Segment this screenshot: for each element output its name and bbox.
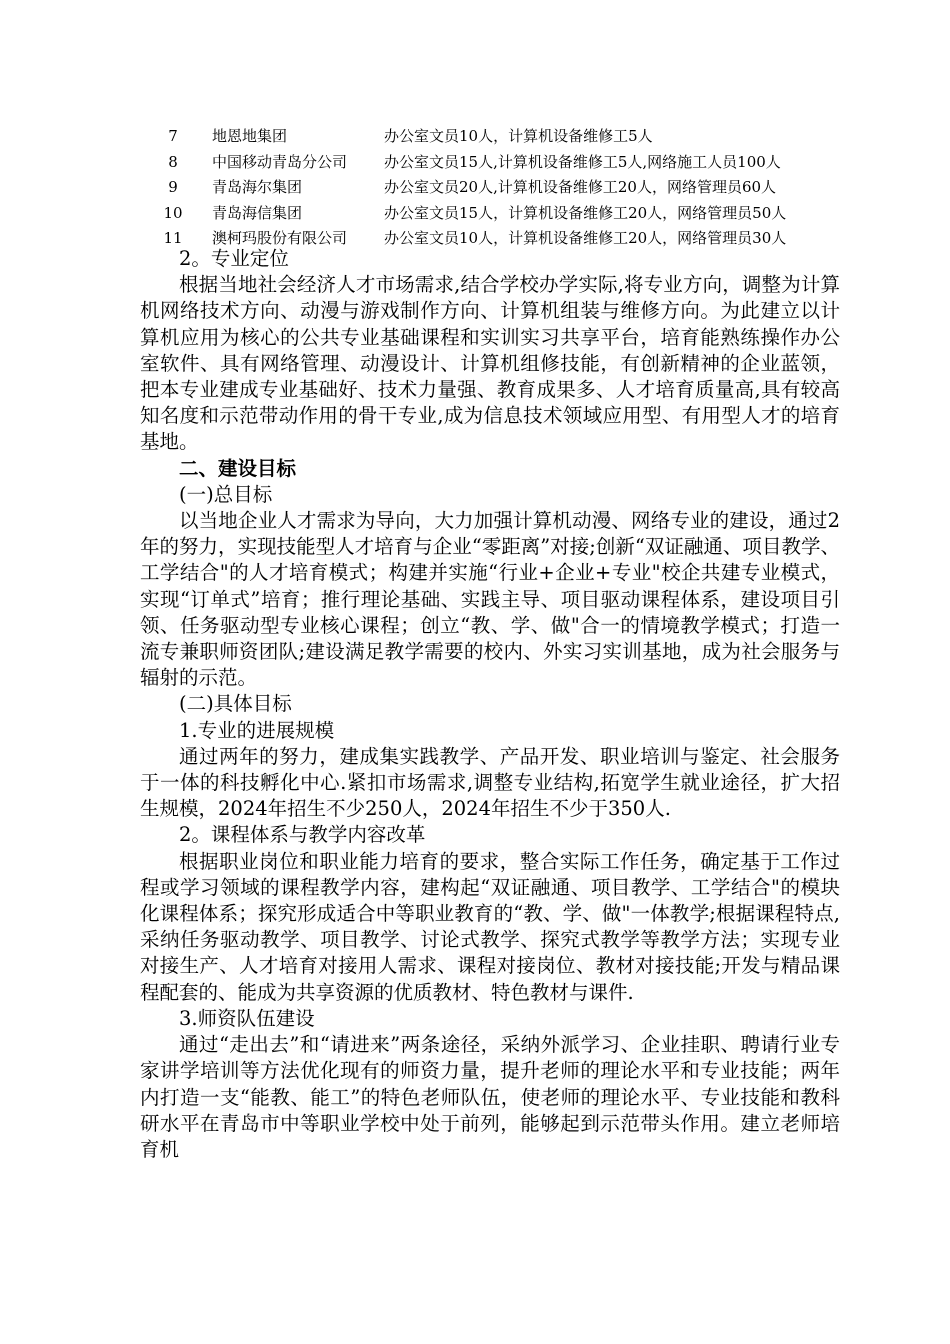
faculty-paragraph: 通过“走出去”和“请进来”两条途径，采纳外派学习、企业挂职、聘请行业专家讲学培训等方法优化现有的师资力量，提升老师的理论水平和专业技能；两年内打造一支“能教、能工”的特色老师队伍，使老师的理论水平、专业技能和教科研水平在青岛市中等职业学校中处于前列，能够起到示范带头作用。建立老师培育机 bbox=[140, 1033, 840, 1161]
row-number: 7 bbox=[168, 127, 178, 145]
positioning-paragraph: 根据当地社会经济人才市场需求,结合学校办学实际,将专业方向，调整为计算机网络技术方向、动漫与游戏制作方向、计算机组装与维修方向。为此建立以计算机应用为核心的公共专业基础课程和实训实习共享平台，培育能熟练操作办公室软件、具有网络管理、动漫设计、计算机组修技能，有创新精神的企业蓝领，把本专业建成专业基础好、技术力量强、教育成果多、人才培育质量高,具有较高知名度和示范带动作用的骨干专业,成为信息技术领域应用型、有用型人才的培育基地。 bbox=[140, 273, 840, 454]
company-name: 青岛海尔集团 bbox=[212, 178, 303, 196]
demand-text: 办公室文员15人,计算机设备维修工5人,网络施工人员100人 bbox=[384, 152, 781, 171]
demand-text: 办公室文员10人，计算机设备维修工5人 bbox=[384, 127, 653, 145]
table-row bbox=[140, 201, 850, 227]
enterprise-demand-table bbox=[140, 124, 850, 252]
row-number: 8 bbox=[168, 152, 178, 171]
document-body bbox=[140, 246, 840, 1163]
positioning-heading: 2。专业定位 bbox=[179, 247, 289, 270]
goals-heading: 二、建设目标 bbox=[179, 456, 297, 480]
company-name: 地恩地集团 bbox=[212, 127, 288, 145]
table-row bbox=[140, 175, 850, 201]
company-name: 澳柯玛股份有限公司 bbox=[212, 229, 348, 247]
specific-goal-heading: (二)具体目标 bbox=[179, 692, 292, 716]
row-number: 10 bbox=[163, 203, 183, 222]
row-number: 9 bbox=[168, 178, 178, 196]
company-name: 中国移动青岛分公司 bbox=[212, 152, 348, 171]
general-goal-heading: (一)总目标 bbox=[179, 482, 273, 506]
table-row bbox=[140, 124, 850, 150]
demand-text: 办公室文员20人,计算机设备维修工20人，网络管理员60人 bbox=[384, 178, 777, 196]
curriculum-paragraph: 根据职业岗位和职业能力培育的要求，整合实际工作任务，确定基于工作过程或学习领域的课程教学内容，建构起“双证融通、项目教学、工学结合"的模块化课程体系；探究形成适合中等职业教育的“教、学、做"一体教学;根据课程特点,采纳任务驱动教学、项目教学、讨论式教学、探究式教学等教学方法；实现专业对接生产、人才培育对接用人需求、课程对接岗位、教材对接技能;开发与精品课程配套的、能成为共享资源的优质教材、特色教材与课件. bbox=[140, 849, 840, 1004]
scale-paragraph: 通过两年的努力，建成集实践教学、产品开发、职业培训与鉴定、社会服务于一体的科技孵化中心.紧扣市场需求,调整专业结构,拓宽学生就业途径，扩大招生规模，2024年招生不少250人，2024年招生不少于350人. bbox=[140, 744, 840, 821]
table-row bbox=[140, 150, 850, 176]
demand-text: 办公室文员10人，计算机设备维修工20人，网络管理员30人 bbox=[384, 229, 787, 247]
faculty-heading: 3.师资队伍建设 bbox=[179, 1006, 315, 1030]
row-number: 11 bbox=[163, 229, 183, 247]
scale-heading: 1.专业的进展规模 bbox=[179, 718, 335, 742]
general-goal-paragraph: 以当地企业人才需求为导向，大力加强计算机动漫、网络专业的建设，通过2年的努力，实现技能型人才培育与企业“零距离”对接;创新“双证融通、项目教学、工学结合"的人才培育模式；构建并实施“行业+企业+专业"校企共建专业模式，实现“订单式”培育；推行理论基础、实践主导、项目驱动课程体系，建设项目引领、任务驱动型专业核心课程；创立“教、学、做"合一的情境教学模式；打造一流专兼职师资团队;建设满足教学需要的校内、外实习实训基地，成为社会服务与辐射的示范。 bbox=[140, 509, 840, 690]
curriculum-heading: 2。课程体系与教学内容改革 bbox=[179, 823, 426, 847]
demand-text: 办公室文员15人，计算机设备维修工20人，网络管理员50人 bbox=[384, 203, 787, 222]
company-name: 青岛海信集团 bbox=[212, 203, 303, 222]
